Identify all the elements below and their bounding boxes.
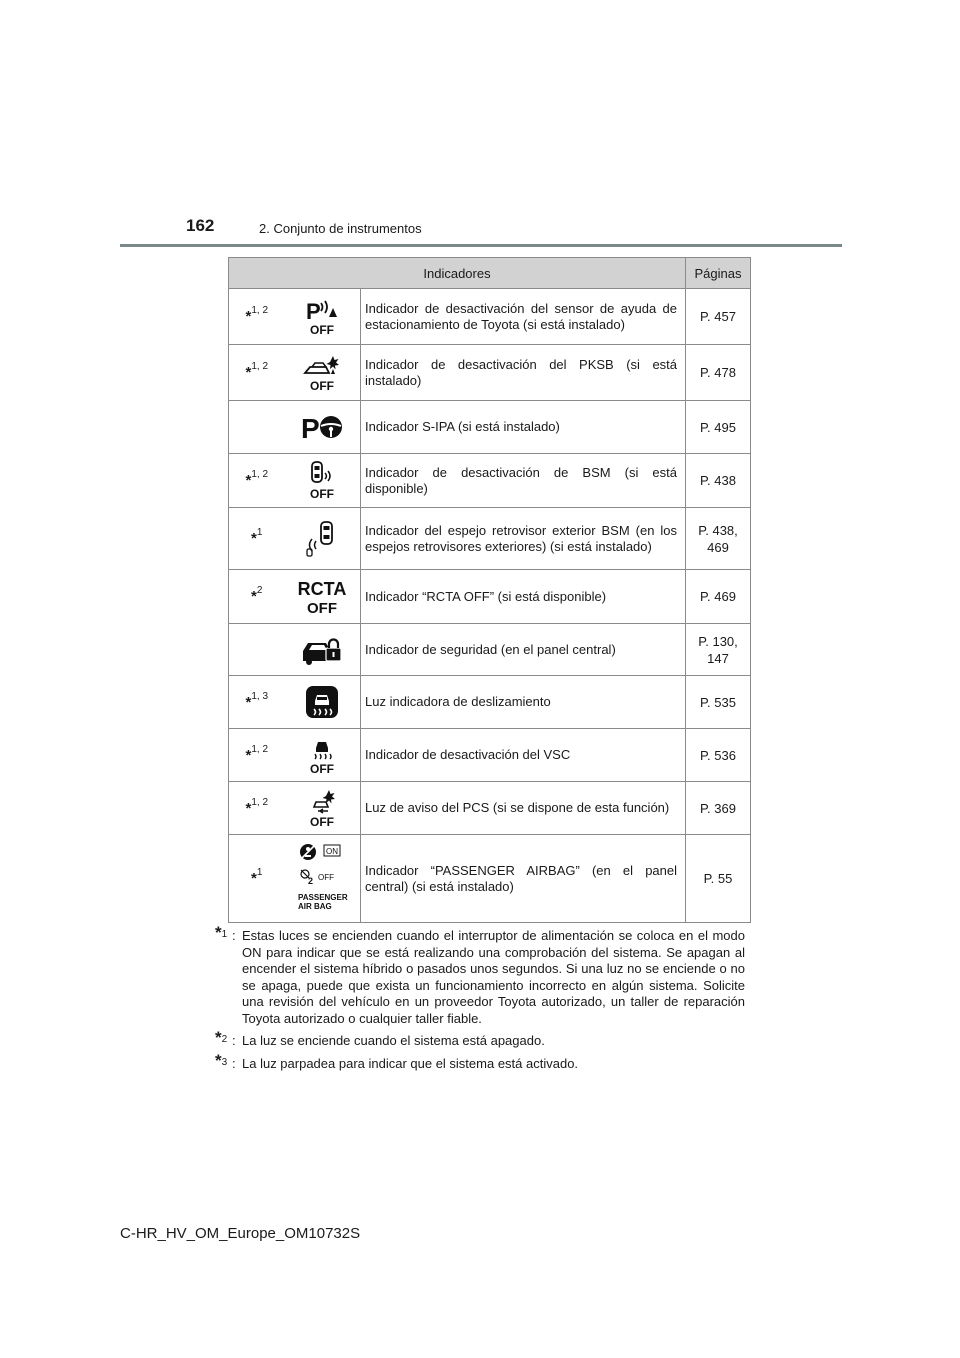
footnote-1: *$^1$ : Estas luces se encienden cuando el interruptor de alimentación se coloca en el modo ON para indicar que se está realizando una comprobación del sistema. Se apagan al encender el sistema híbrido o pasados unos segundos. Si una luz no se enciende o no se apaga, puede que exista un funcionamiento incorrecto en algún sistema. Solicite una revisión del vehículo en un proveedor Toyota autorizado, un taller de reparación Toyota autorizado o cualquier taller fiable. [215, 923, 745, 1026]
svg-text:P: P [306, 298, 321, 324]
table-row [229, 345, 751, 401]
footnote-ref: *2 [229, 570, 285, 624]
footnote-ref: *1, 2 [229, 782, 285, 835]
s-ipa-icon [285, 401, 361, 454]
header-divider [120, 244, 842, 247]
svg-text:OFF: OFF [310, 815, 335, 829]
table-row [229, 676, 751, 729]
svg-text:AIR BAG: AIR BAG [298, 901, 333, 911]
svg-text:OFF: OFF [307, 599, 338, 617]
page-reference: P. 130, 147 [686, 624, 751, 676]
footnote-mark: *$^2$ [215, 1028, 228, 1047]
footnote-2: *$^2$ : La luz se enciende cuando el sistema está apagado. [215, 1028, 545, 1048]
bsm-off-icon [285, 454, 361, 508]
header-indicators: Indicadores [229, 258, 686, 289]
indicator-description: Indicador “PASSENGER AIRBAG” (en el panel central) (si está instalado) [361, 835, 686, 923]
footnote-3: *$^3$ : La luz parpadea para indicar que el sistema está activado. [215, 1050, 579, 1071]
svg-text:OFF: OFF [310, 486, 335, 501]
svg-text:ON: ON [326, 846, 339, 856]
indicator-description: Luz de aviso del PCS (si se dispone de esta función) [361, 782, 686, 835]
indicator-description: Indicador de desactivación de BSM (si está disponible) [361, 454, 686, 508]
section-title: 2. Conjunto de instrumentos [259, 221, 422, 236]
vsc-off-icon [285, 729, 361, 782]
footnote-ref: *1, 3 [229, 676, 285, 729]
table-row [229, 570, 751, 624]
header-pages: Páginas [686, 258, 751, 289]
footnote-mark: *$^3$ [215, 1050, 228, 1070]
indicator-table [228, 257, 751, 923]
indicator-description: Indicador de seguridad (en el panel central) [361, 624, 686, 676]
page-reference: P. 438 [686, 454, 751, 508]
footnote-ref: *1 [229, 508, 285, 570]
indicator-description: Indicador “RCTA OFF” (si está disponible) [361, 570, 686, 624]
footnote-text: Estas luces se encienden cuando el interruptor de alimentación se coloca en el modo ON para indicar que se está realizando una comprobación del sistema. Se apagan al encender el sistema híbrido o pasados unos segundos. Si una luz no se enciende o no se apaga, puede que exista un funcionamiento incorrecto en algún sistema. Solicite una revisión del vehículo en un proveedor Toyota autorizado, un taller de reparación Toyota autorizado o cualquier taller fiable. [242, 928, 745, 1026]
svg-text:OFF: OFF [310, 762, 335, 776]
indicator-description: Indicador S-IPA (si está instalado) [361, 401, 686, 454]
svg-text:2: 2 [308, 875, 314, 886]
indicator-description: Luz indicadora de deslizamiento [361, 676, 686, 729]
table-row [229, 508, 751, 570]
page-reference: P. 438, 469 [686, 508, 751, 570]
svg-text:P: P [301, 413, 320, 444]
table-row [229, 401, 751, 454]
svg-text:PASSENGER: PASSENGER [298, 892, 348, 902]
table-row [229, 624, 751, 676]
parking-sensor-off-icon [285, 289, 361, 345]
page-reference: P. 55 [686, 835, 751, 923]
page-number: 162 [186, 216, 215, 235]
document-code: C-HR_HV_OM_Europe_OM10732S [120, 1225, 361, 1242]
footnote-ref: *1, 2 [229, 454, 285, 508]
svg-text:OFF: OFF [318, 872, 335, 882]
footnote-text: La luz parpadea para indicar que el sistema está activado. [242, 1055, 579, 1071]
footnote-ref: *1, 2 [229, 729, 285, 782]
security-icon [285, 624, 361, 676]
footnote-mark: *$^1$ [215, 923, 228, 942]
table-row [229, 729, 751, 782]
table-row [229, 782, 751, 835]
page-reference: P. 535 [686, 676, 751, 729]
table-row [229, 289, 751, 345]
pcs-warning-icon [285, 782, 361, 835]
page-reference: P. 469 [686, 570, 751, 624]
footnote-ref: *1 [229, 835, 285, 923]
footnote-ref: *1, 2 [229, 345, 285, 401]
page-reference: P. 495 [686, 401, 751, 454]
table-row [229, 835, 751, 923]
table-row [229, 454, 751, 508]
page-reference: P. 478 [686, 345, 751, 401]
indicator-description: Indicador de desactivación del PKSB (si está instalado) [361, 345, 686, 401]
svg-text:RCTA: RCTA [297, 578, 347, 599]
pksb-off-icon [285, 345, 361, 401]
svg-text:OFF: OFF [310, 322, 335, 337]
page-reference: P. 457 [686, 289, 751, 345]
page-reference: P. 536 [686, 729, 751, 782]
footnotes [215, 923, 745, 1078]
footnote-ref [229, 401, 285, 454]
indicator-description: Indicador de desactivación del sensor de ayuda de estacionamiento de Toyota (si está instalado) [361, 289, 686, 345]
footnote-text: La luz se enciende cuando el sistema está apagado. [242, 1033, 545, 1048]
footnote-ref [229, 624, 285, 676]
page-reference: P. 369 [686, 782, 751, 835]
bsm-mirror-icon [285, 508, 361, 570]
footnote-ref: *1, 2 [229, 289, 285, 345]
indicator-description: Indicador de desactivación del VSC [361, 729, 686, 782]
table-header-row [229, 258, 751, 289]
indicator-description: Indicador del espejo retrovisor exterior BSM (en los espejos retrovisores exteriores) (si está instalado) [361, 508, 686, 570]
passenger-airbag-icon [285, 835, 361, 923]
rcta-off-icon [285, 570, 361, 624]
slip-indicator-icon [285, 676, 361, 729]
svg-text:OFF: OFF [310, 378, 335, 393]
